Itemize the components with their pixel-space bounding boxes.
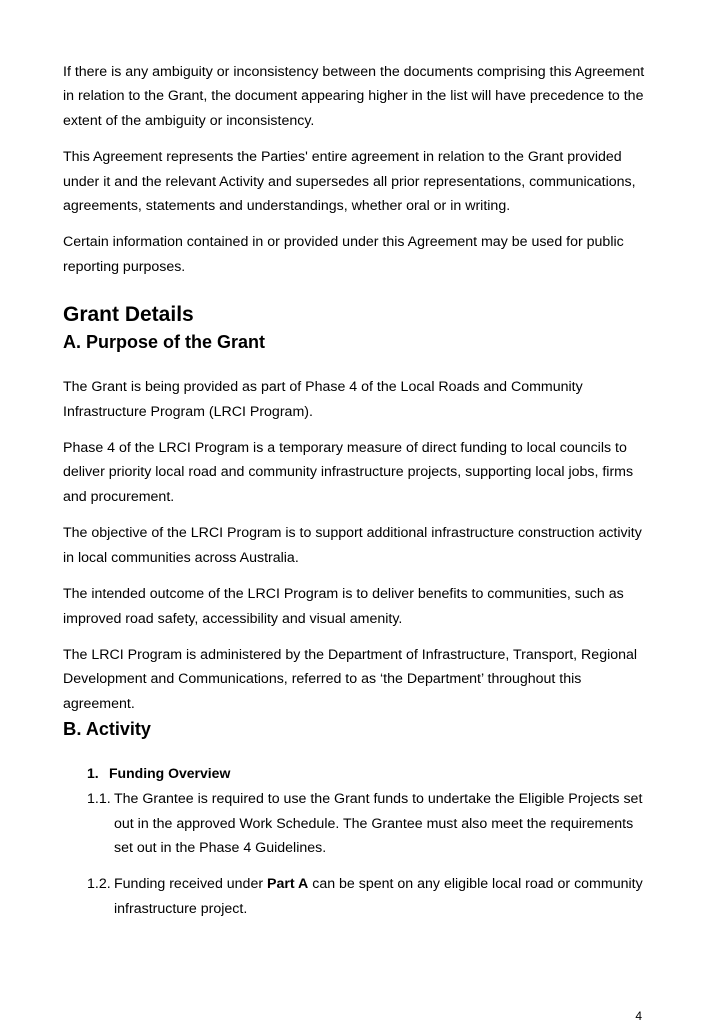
clause-number: 1.1.: [87, 791, 111, 808]
item-number: 1.: [87, 765, 99, 782]
section-b-title: Activity: [85, 719, 151, 740]
clause-text-after: can be spent on any eligible local road or community infrastructure project.: [114, 876, 643, 917]
clause-number: 1.2.: [87, 876, 111, 893]
page-number: 4: [635, 1009, 642, 1023]
section-b-heading: [63, 716, 653, 742]
program-administration-paragraph: The LRCI Program is administered by the Department of Infrastructure, Transport, Regional Development and Communications, referred to as ‘the Department’ throughout this agreement.: [63, 646, 638, 712]
section-b-letter: B.: [63, 718, 82, 740]
public-reporting-paragraph: Certain information contained in or provided under this Agreement may be used for public reporting purposes.: [63, 234, 624, 275]
clause-1-2: [63, 872, 653, 921]
entire-agreement-paragraph: This Agreement represents the Parties' entire agreement in relation to the Grant provided under it and the relevant Activity and supersedes all prior representations, communications, agreements, statements and understandings, whether oral or in writing.: [63, 149, 636, 215]
program-objective-paragraph: The objective of the LRCI Program is to support additional infrastructure construction activity in local communities across Australia.: [63, 525, 642, 566]
funding-overview-heading: [63, 762, 653, 784]
clause-text: The Grantee is required to use the Grant funds to undertake the Eligible Projects set out in the approved Work Schedule. The Grantee must also meet the requirements set out in the Phase 4 Guidelines.: [114, 791, 643, 856]
phase4-measure-paragraph: Phase 4 of the LRCI Program is a temporary measure of direct funding to local councils to deliver priority local road and community infrastructure projects, supporting local jobs, firms and procurement.: [63, 440, 634, 505]
precedence-paragraph: If there is any ambiguity or inconsistency between the documents comprising this Agreement in relation to the Grant, the document appearing higher in the list will have precedence to the extent of the ambiguity or inconsistency.: [63, 64, 645, 129]
program-outcome-paragraph: The intended outcome of the LRCI Program is to deliver benefits to communities, such as improved road safety, accessibility and visual amenity.: [63, 586, 624, 627]
clause-1-1: [63, 787, 653, 860]
clause-text: [114, 872, 653, 921]
section-a-heading: A. Purpose of the Grant: [63, 332, 266, 353]
grant-details-heading: Grant Details: [63, 303, 194, 327]
part-a-bold-text: Part A: [267, 876, 309, 893]
clause-text-before: Funding received under: [114, 876, 268, 893]
grant-provided-paragraph: The Grant is being provided as part of Phase 4 of the Local Roads and Community Infrastructure Program (LRCI Program).: [63, 379, 583, 420]
item-title: Funding Overview: [109, 765, 231, 782]
document-page: [63, 60, 653, 921]
